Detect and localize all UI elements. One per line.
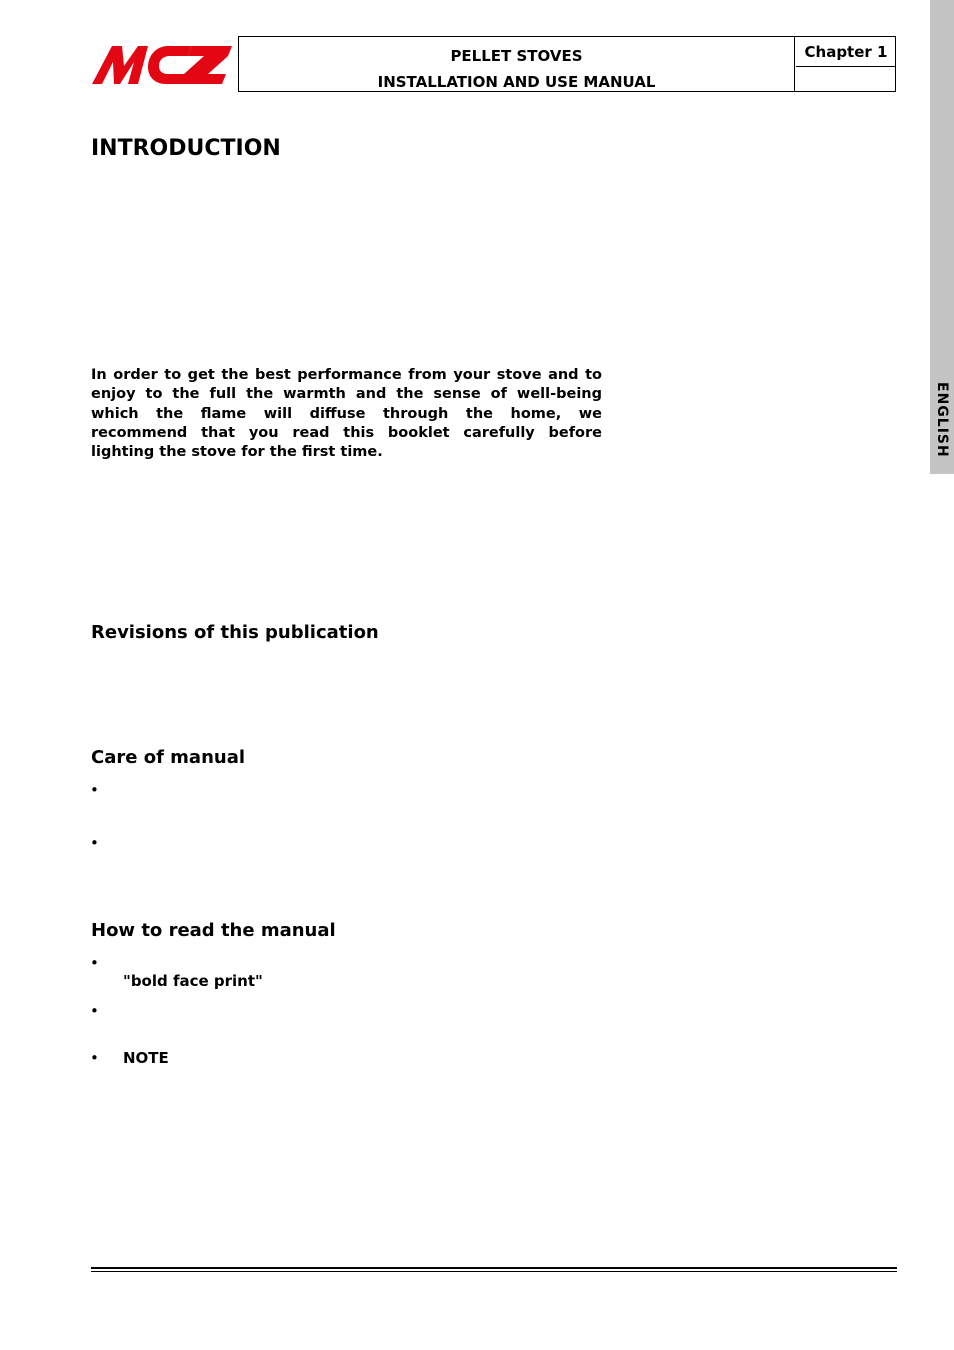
header-title bbox=[239, 37, 795, 91]
language-label: ENGLISH bbox=[934, 382, 950, 458]
care-bullet: • bbox=[90, 781, 99, 799]
bold-face-print-label: "bold face print" bbox=[123, 972, 263, 990]
how-to-read-heading: How to read the manual bbox=[91, 920, 336, 941]
footer-rule bbox=[91, 1271, 897, 1272]
how-to-read-bullet: • bbox=[90, 1049, 99, 1067]
note-label: NOTE bbox=[123, 1049, 169, 1067]
header-box bbox=[238, 36, 896, 92]
introduction-heading: INTRODUCTION bbox=[91, 136, 281, 161]
header-title-line2: INSTALLATION AND USE MANUAL bbox=[377, 73, 656, 91]
footer-rule bbox=[91, 1267, 897, 1269]
how-to-read-bullet: • bbox=[90, 954, 99, 972]
introduction-paragraph: In order to get the best performance from your stove and to enjoy to the full the warmth and the sense of well-being which the flame will diffuse through the home, we recommend that you read this booklet carefully before lighting the stove for the first time. bbox=[91, 367, 602, 461]
revisions-heading: Revisions of this publication bbox=[91, 622, 379, 643]
mcz-logo bbox=[92, 44, 232, 86]
header-title-line1: PELLET STOVES bbox=[450, 47, 583, 65]
chapter-label: Chapter 1 bbox=[796, 37, 896, 67]
care-heading: Care of manual bbox=[91, 747, 246, 768]
care-bullet: • bbox=[90, 834, 99, 852]
how-to-read-bullet: • bbox=[90, 1002, 99, 1020]
